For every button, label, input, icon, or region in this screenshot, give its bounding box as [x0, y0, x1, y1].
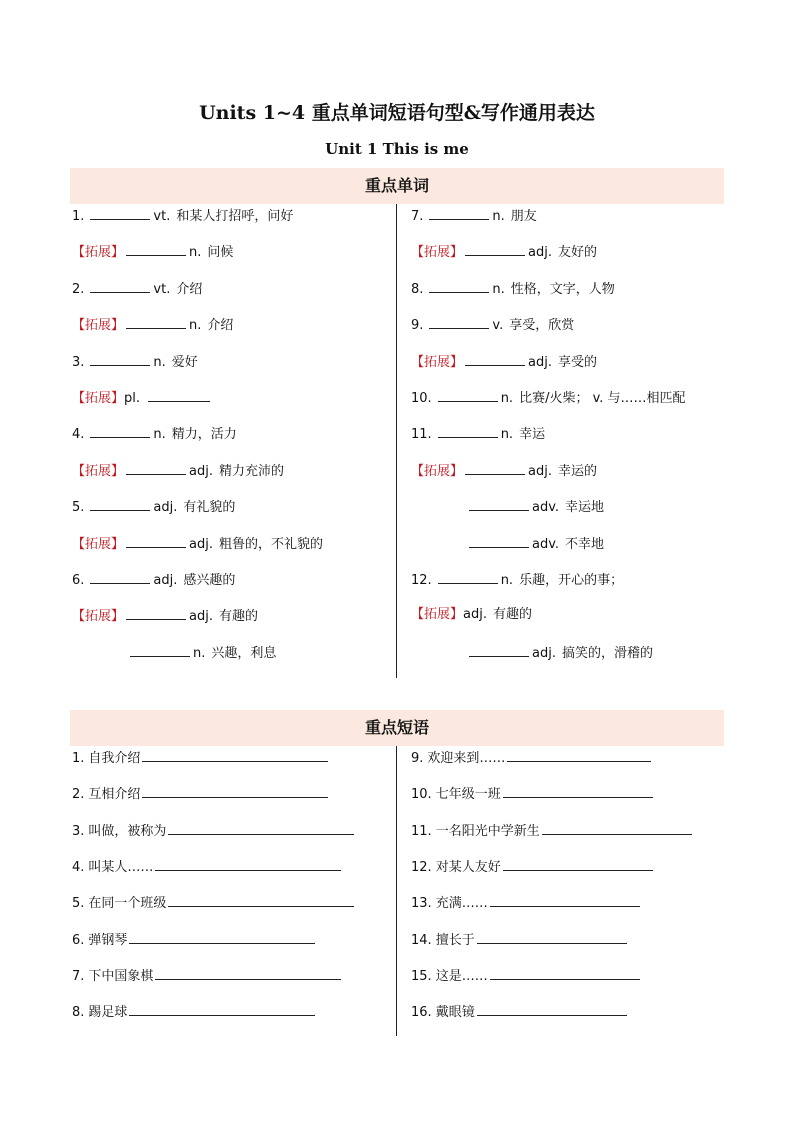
phrase-row — [72, 748, 331, 766]
item-number: 13. — [411, 896, 432, 912]
phrase-text: 戴眼镜 — [435, 1005, 475, 1021]
vocab-row — [72, 279, 202, 297]
answer-blank[interactable] — [130, 643, 190, 657]
part-of-speech: adj. — [153, 500, 178, 516]
answer-blank[interactable] — [142, 748, 328, 762]
phrase-row — [72, 784, 331, 802]
vocab-row — [72, 315, 233, 333]
phrase-text: 这是…… — [435, 968, 488, 984]
part-of-speech: adj. — [189, 536, 213, 552]
extension-tag: 【拓展】 — [72, 536, 125, 552]
answer-blank[interactable] — [503, 784, 653, 798]
meaning-text: 感兴趣的 — [183, 573, 236, 588]
document-title: Units 1~4 重点单词短语句型&写作通用表达 — [199, 102, 595, 124]
part-of-speech: adj. — [189, 609, 213, 625]
vocab-row — [467, 534, 604, 552]
vocab-row — [128, 643, 276, 661]
part-of-speech: n. — [492, 209, 505, 224]
part-of-speech: adj. — [463, 607, 487, 623]
phrase-row — [411, 893, 643, 911]
answer-blank[interactable] — [490, 966, 640, 980]
answer-blank[interactable] — [477, 930, 627, 944]
item-number: 14. — [411, 932, 432, 948]
meaning-text: 乐趣，开心的事； — [519, 573, 624, 588]
vocab-row — [72, 534, 323, 552]
answer-blank[interactable] — [477, 1002, 627, 1016]
item-number: 8. — [411, 281, 424, 297]
item-number: 11. — [411, 427, 432, 443]
extension-tag: 【拓展】 — [72, 391, 125, 406]
answer-blank[interactable] — [438, 570, 498, 584]
answer-blank[interactable] — [429, 315, 489, 329]
phrase-row — [72, 966, 344, 984]
vocab-row — [467, 497, 604, 515]
vocab-row — [72, 242, 233, 260]
phrase-row — [72, 893, 357, 911]
phrase-row — [72, 821, 357, 839]
meaning-text: 粗鲁的，不礼貌的 — [218, 536, 323, 552]
phrase-text: 叫某人…… — [88, 859, 154, 875]
item-number: 1. — [72, 209, 85, 224]
part-of-speech: pl. — [124, 391, 141, 406]
phrase-text: 踢足球 — [88, 1005, 128, 1021]
item-number: 7. — [72, 968, 85, 984]
answer-blank[interactable] — [126, 315, 186, 329]
answer-blank[interactable] — [155, 966, 341, 980]
item-number: 4. — [72, 859, 85, 875]
meaning-text: 幸运 — [519, 427, 546, 443]
extension-tag: 【拓展】 — [72, 318, 125, 334]
phrase-row — [411, 748, 654, 766]
answer-blank[interactable] — [155, 857, 341, 871]
vocab-row — [72, 497, 235, 515]
vocab-row — [467, 643, 653, 661]
item-number: 11. — [411, 823, 432, 839]
item-number: 2. — [72, 787, 85, 803]
vocab-row — [411, 352, 597, 370]
part-of-speech: adj. — [528, 245, 552, 261]
meaning-text: 兴趣，利息 — [211, 645, 277, 661]
item-number: 3. — [72, 354, 85, 370]
vocab-row — [411, 388, 686, 406]
answer-blank[interactable] — [90, 352, 150, 366]
phrase-text: 充满…… — [435, 896, 488, 912]
answer-blank[interactable] — [542, 821, 692, 835]
answer-blank[interactable] — [503, 857, 653, 871]
answer-blank[interactable] — [469, 534, 529, 548]
vocab-row — [72, 424, 237, 442]
answer-blank[interactable] — [148, 388, 210, 402]
meaning-text: 享受的 — [557, 354, 597, 370]
phrase-text: 互相介绍 — [88, 787, 141, 803]
meaning-text: 朋友 — [510, 209, 537, 224]
phrase-text: 在同一个班级 — [88, 896, 167, 912]
answer-blank[interactable] — [168, 893, 354, 907]
phrase-row — [72, 930, 318, 948]
phrases-column-divider — [396, 746, 397, 1036]
item-number: 3. — [72, 823, 85, 839]
part-of-speech: adv. — [532, 536, 560, 552]
extension-tag: 【拓展】 — [411, 607, 464, 623]
answer-blank[interactable] — [90, 206, 150, 220]
part-of-speech: adj. — [528, 463, 552, 479]
item-number: 6. — [72, 573, 85, 588]
phrase-text: 一名阳光中学新生 — [435, 823, 540, 839]
unit-subtitle: Unit 1 This is me — [325, 140, 469, 158]
answer-blank[interactable] — [90, 570, 150, 584]
answer-blank[interactable] — [465, 461, 525, 475]
answer-blank[interactable] — [129, 1002, 315, 1016]
item-number: 12. — [411, 573, 432, 588]
vocab-row — [411, 424, 545, 442]
extension-tag: 【拓展】 — [72, 245, 125, 261]
item-number: 12. — [411, 859, 432, 875]
meaning-text: 幸运地 — [565, 500, 605, 516]
meaning-text: 和某人打招呼，问好 — [176, 209, 294, 224]
phrase-row — [72, 1002, 318, 1020]
part-of-speech: adj. — [189, 463, 213, 479]
part-of-speech: adv. — [532, 500, 560, 516]
part-of-speech: n. — [500, 391, 514, 406]
meaning-text: 性格，文字，人物 — [510, 281, 615, 297]
phrase-row — [411, 1002, 630, 1020]
vocab-row — [411, 315, 574, 333]
vocab-row — [72, 570, 235, 588]
extension-tag: 【拓展】 — [411, 463, 464, 479]
phrase-row — [411, 930, 630, 948]
answer-blank[interactable] — [90, 424, 150, 438]
meaning-text: 有趣的 — [492, 607, 532, 623]
phrase-text: 欢迎来到…… — [427, 751, 506, 766]
item-number: 4. — [72, 427, 85, 443]
part-of-speech: n. — [193, 645, 206, 661]
part-of-speech: n. — [189, 245, 202, 261]
answer-blank[interactable] — [469, 643, 529, 657]
phrase-text: 下中国象棋 — [88, 968, 154, 984]
meaning-text: 精力充沛的 — [218, 463, 284, 479]
answer-blank[interactable] — [126, 606, 186, 620]
vocab-row — [411, 570, 623, 588]
part-of-speech: n. — [500, 427, 514, 443]
part-of-speech: adj. — [528, 354, 552, 370]
phrase-text: 弹钢琴 — [88, 932, 128, 948]
phrase-text: 叫做，被称为 — [88, 823, 167, 839]
answer-blank[interactable] — [129, 930, 315, 944]
answer-blank[interactable] — [168, 821, 354, 835]
part-of-speech: n. — [153, 427, 166, 443]
vocab-row — [411, 279, 615, 297]
item-number: 6. — [72, 932, 85, 948]
item-number: 8. — [72, 1005, 85, 1021]
item-number: 5. — [72, 896, 85, 912]
part-of-speech: n. — [500, 573, 514, 588]
answer-blank[interactable] — [438, 424, 498, 438]
phrase-row — [72, 857, 344, 875]
answer-blank[interactable] — [465, 242, 525, 256]
phrase-text: 七年级一班 — [435, 787, 501, 803]
answer-blank[interactable] — [429, 279, 489, 293]
item-number: 2. — [72, 281, 85, 297]
answer-blank[interactable] — [507, 748, 651, 762]
part-of-speech: n. — [492, 281, 505, 297]
answer-blank[interactable] — [90, 497, 150, 511]
meaning-text: 不幸地 — [565, 536, 605, 552]
answer-blank[interactable] — [90, 279, 150, 293]
part-of-speech: n. — [153, 354, 166, 370]
vocab-row — [411, 206, 537, 224]
vocab-row — [411, 461, 597, 479]
item-number: 5. — [72, 500, 85, 516]
answer-blank[interactable] — [429, 206, 489, 220]
item-number: 15. — [411, 968, 432, 984]
answer-blank[interactable] — [465, 352, 525, 366]
vocab-row — [72, 388, 213, 406]
phrase-row — [411, 857, 656, 875]
answer-blank[interactable] — [490, 893, 640, 907]
item-number: 10. — [411, 787, 432, 803]
extension-tag: 【拓展】 — [72, 609, 125, 625]
meaning-text: 精力，活力 — [171, 427, 237, 443]
part-of-speech: n. — [189, 318, 202, 334]
part-of-speech: adj. — [532, 645, 556, 661]
phrase-text: 擅长于 — [435, 932, 475, 948]
meaning-text: 友好的 — [557, 245, 597, 261]
meaning-text: 比赛/火柴； v. 与……相匹配 — [519, 391, 686, 406]
vocab-row — [72, 461, 284, 479]
part-of-speech: vt. — [153, 281, 171, 297]
meaning-text: 有趣的 — [218, 609, 258, 625]
phrase-text: 自我介绍 — [88, 751, 141, 766]
answer-blank[interactable] — [469, 497, 529, 511]
item-number: 1. — [72, 751, 85, 766]
meaning-text: 幸运的 — [557, 463, 597, 479]
vocab-row — [411, 606, 532, 624]
vocab-row — [72, 606, 258, 624]
item-number: 10. — [411, 391, 432, 406]
phrase-text: 对某人友好 — [435, 859, 501, 875]
item-number: 16. — [411, 1005, 432, 1021]
meaning-text: 问候 — [207, 245, 234, 261]
vocab-section-heading: 重点单词 — [70, 168, 724, 204]
phrases-section-heading: 重点短语 — [70, 710, 724, 746]
meaning-text: 搞笑的，滑稽的 — [561, 645, 653, 661]
answer-blank[interactable] — [126, 534, 186, 548]
item-number: 7. — [411, 209, 424, 224]
meaning-text: 介绍 — [176, 281, 203, 297]
vocab-row — [72, 206, 293, 224]
answer-blank[interactable] — [126, 461, 186, 475]
part-of-speech: adj. — [153, 573, 178, 588]
extension-tag: 【拓展】 — [411, 354, 464, 370]
item-number: 9. — [411, 318, 424, 334]
part-of-speech: vt. — [153, 209, 171, 224]
meaning-text: 爱好 — [171, 354, 198, 370]
meaning-text: 介绍 — [207, 318, 234, 334]
extension-tag: 【拓展】 — [411, 245, 464, 261]
meaning-text: 享受，欣赏 — [509, 318, 575, 334]
part-of-speech: v. — [492, 318, 504, 334]
vocab-row — [411, 242, 597, 260]
item-number: 9. — [411, 751, 424, 766]
phrase-row — [411, 966, 643, 984]
extension-tag: 【拓展】 — [72, 463, 125, 479]
meaning-text: 有礼貌的 — [183, 500, 236, 516]
vocab-column-divider — [396, 204, 397, 678]
phrase-row — [411, 784, 656, 802]
phrase-row — [411, 821, 695, 839]
answer-blank[interactable] — [142, 784, 328, 798]
answer-blank[interactable] — [126, 242, 186, 256]
vocab-row — [72, 352, 198, 370]
answer-blank[interactable] — [438, 388, 498, 402]
